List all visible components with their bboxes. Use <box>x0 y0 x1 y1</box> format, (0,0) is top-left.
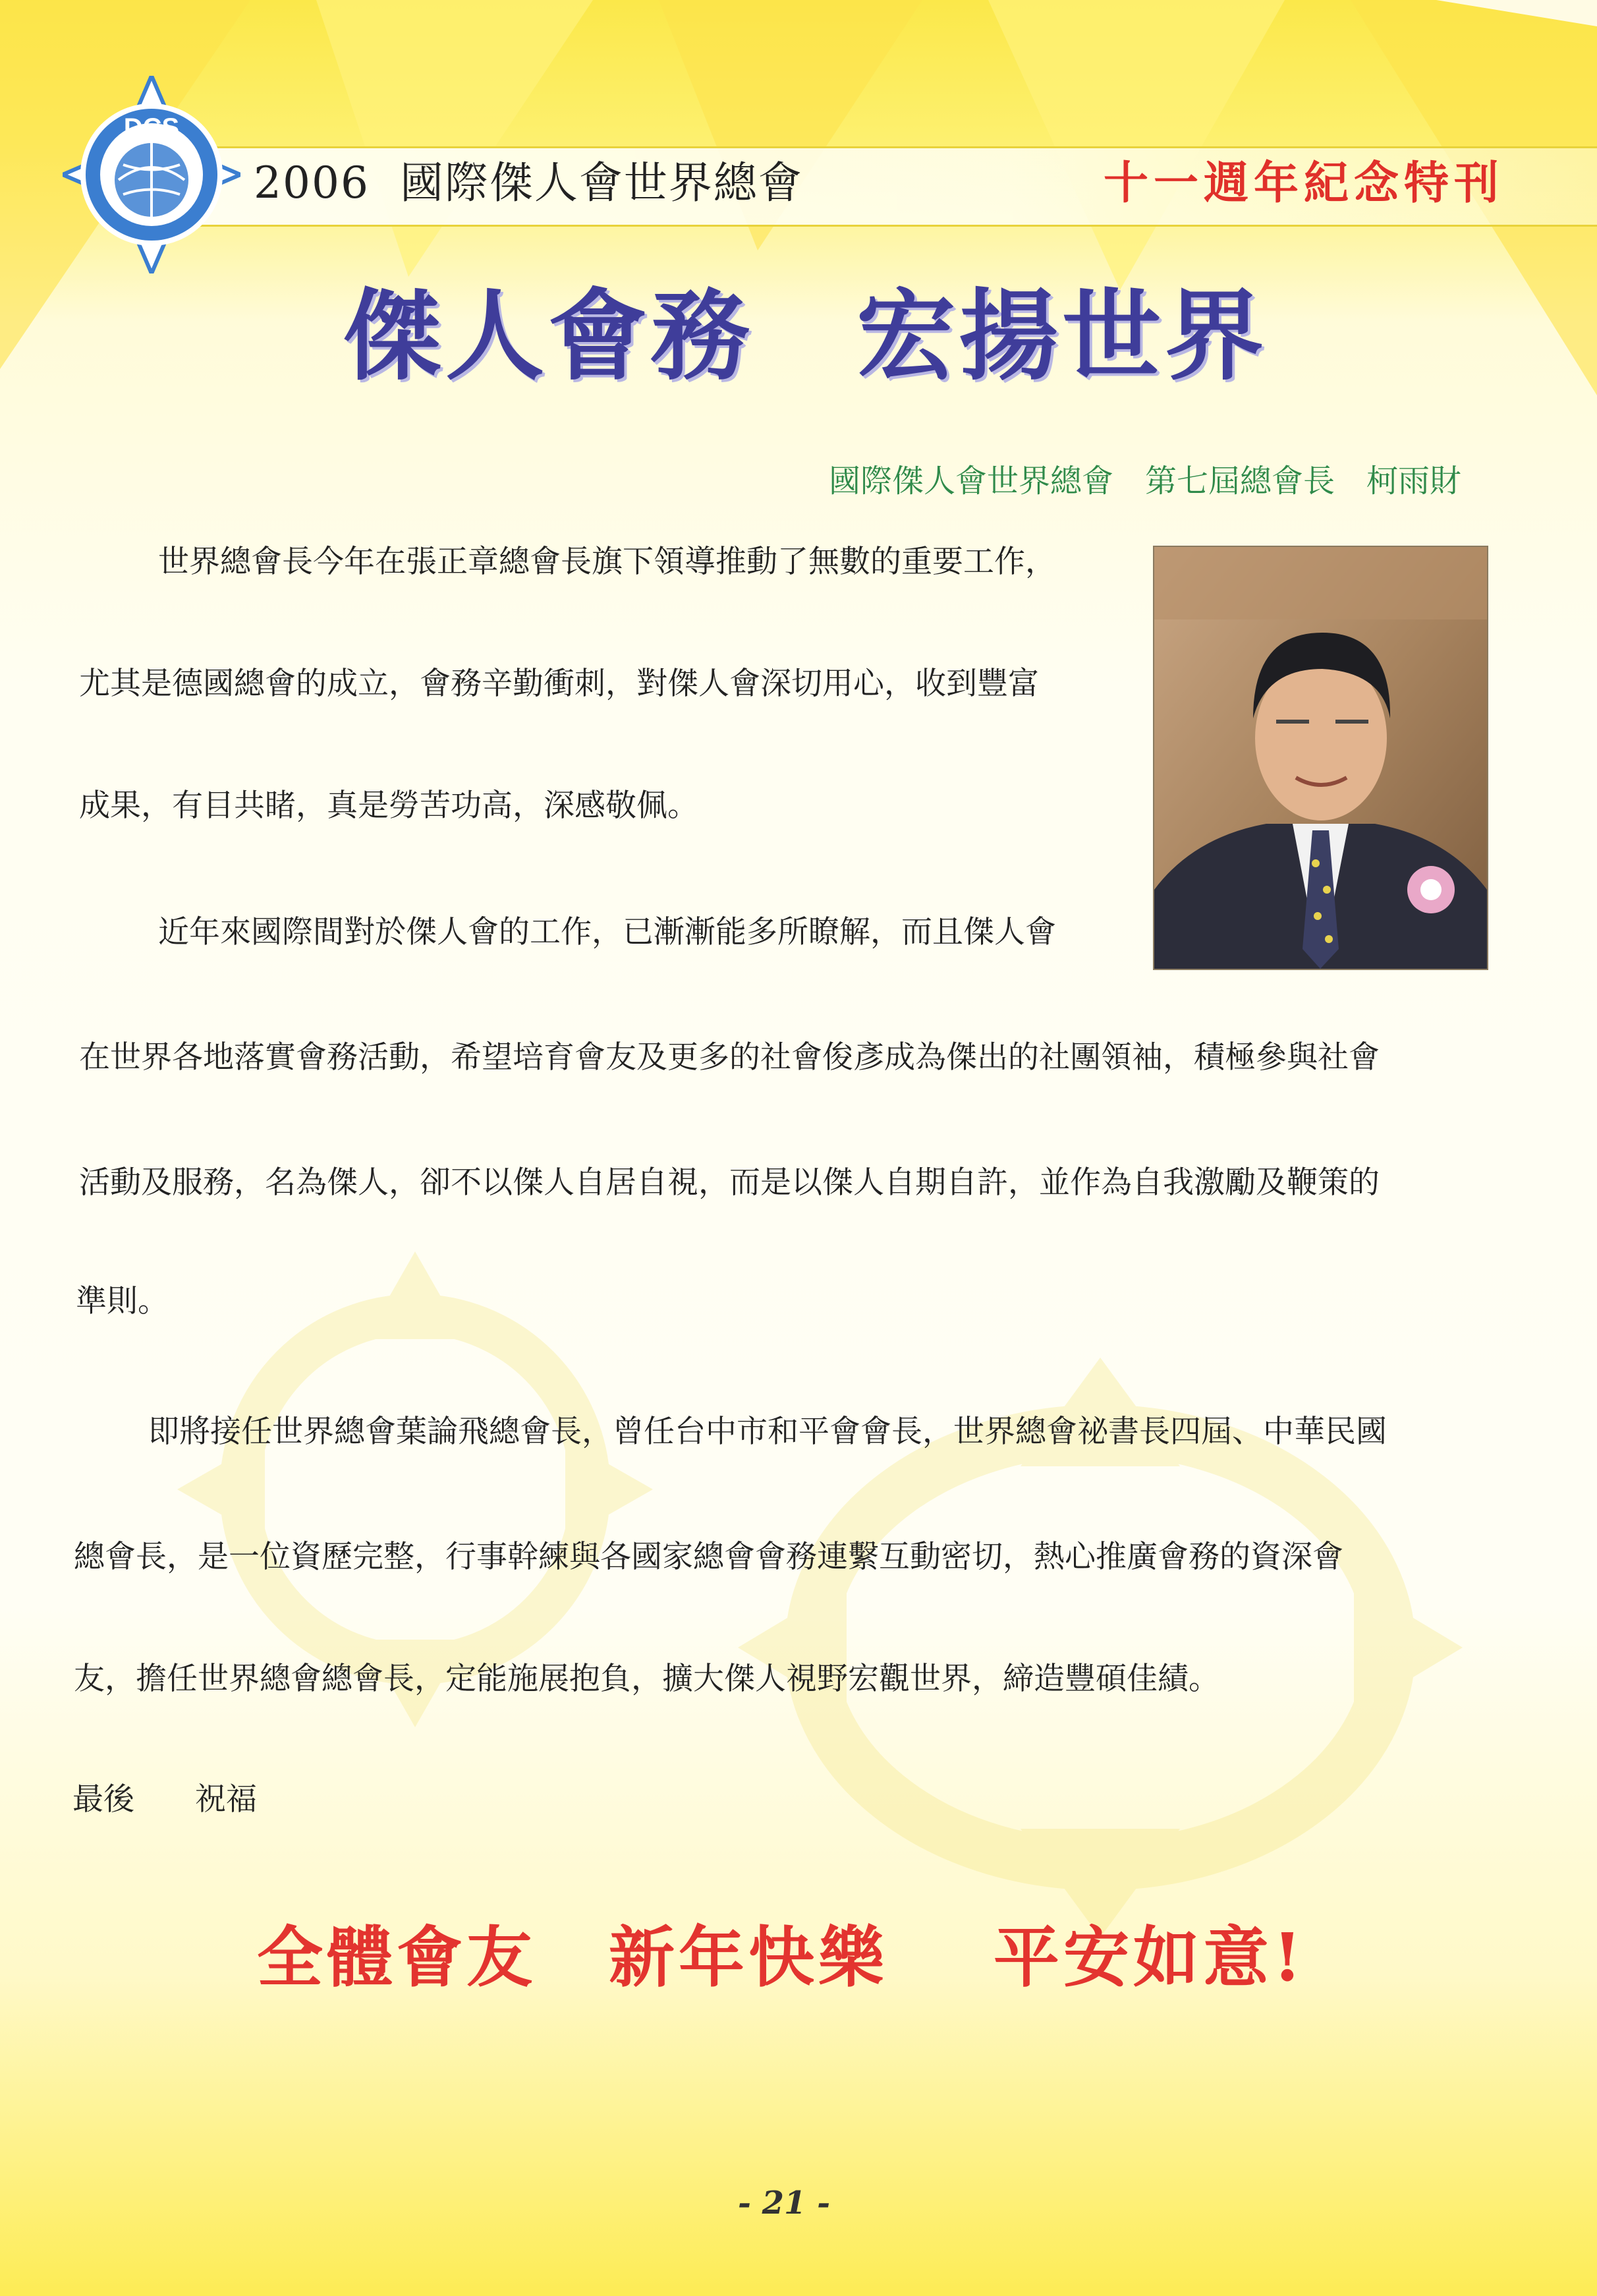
logo-text: DCS <box>123 113 180 142</box>
portrait-photo <box>1153 546 1488 970</box>
body-line-4: 近年來國際間對於傑人會的工作，已漸漸能多所瞭解，而且傑人會 <box>158 914 1056 950</box>
body-line-5: 在世界各地落實會務活動，希望培育會友及更多的社會俊彥成為傑出的社團領袖，積極參與社會 <box>79 1039 1380 1076</box>
closing-line <box>72 1777 257 1823</box>
header-issue: 十一週年紀念特刊 <box>1104 157 1505 210</box>
greeting-part-3: 平安如意! <box>994 1918 1306 1996</box>
body-line-1: 世界總會長今年在張正章總會長旗下領導推動了無數的重要工作， <box>158 544 1056 580</box>
greeting-part-1: 全體會友 <box>257 1918 536 1996</box>
header-year: 2006 <box>254 158 370 208</box>
body-line-9: 總會長，是一位資歷完整，行事幹練與各國家總會會務連繫互動密切，熱心推廣會務的資深會 <box>74 1539 1343 1575</box>
page-number: - 21 - <box>737 2185 831 2222</box>
author-byline: 國際傑人會世界總會 第七屆總會長 柯雨財 <box>829 463 1462 500</box>
page-title: 傑人會務 宏揚世界 <box>343 278 1268 394</box>
closing-word-1: 最後 <box>72 1781 134 1818</box>
body-line-2: 尤其是德國總會的成立，會務辛勤衝刺，對傑人會深切用心，收到豐富 <box>79 666 1039 702</box>
new-year-greeting <box>257 1911 1306 2003</box>
header-org <box>254 150 803 216</box>
body-line-7: 準則。 <box>76 1283 169 1319</box>
body-line-6: 活動及服務，名為傑人，卻不以傑人自居自視，而是以傑人自期自許，並作為自我激勵及鞭策的 <box>79 1164 1380 1201</box>
portrait-icon <box>1154 547 1487 969</box>
body-line-3: 成果，有目共睹，真是勞苦功高，深感敬佩。 <box>79 788 698 824</box>
header-org-name: 國際傑人會世界總會 <box>399 158 803 208</box>
greeting-part-2: 新年快樂 <box>609 1918 888 1996</box>
dcs-logo-icon <box>63 76 240 273</box>
body-line-10: 友，擔任世界總會總會長，定能施展抱負，擴大傑人視野宏觀世界，締造豐碩佳績。 <box>74 1661 1219 1697</box>
body-line-8: 即將接任世界總會葉論飛總會長，曾任台中市和平會會長，世界總會祕書長四屆、中華民國 <box>148 1414 1387 1450</box>
closing-word-2: 祝福 <box>195 1781 257 1818</box>
